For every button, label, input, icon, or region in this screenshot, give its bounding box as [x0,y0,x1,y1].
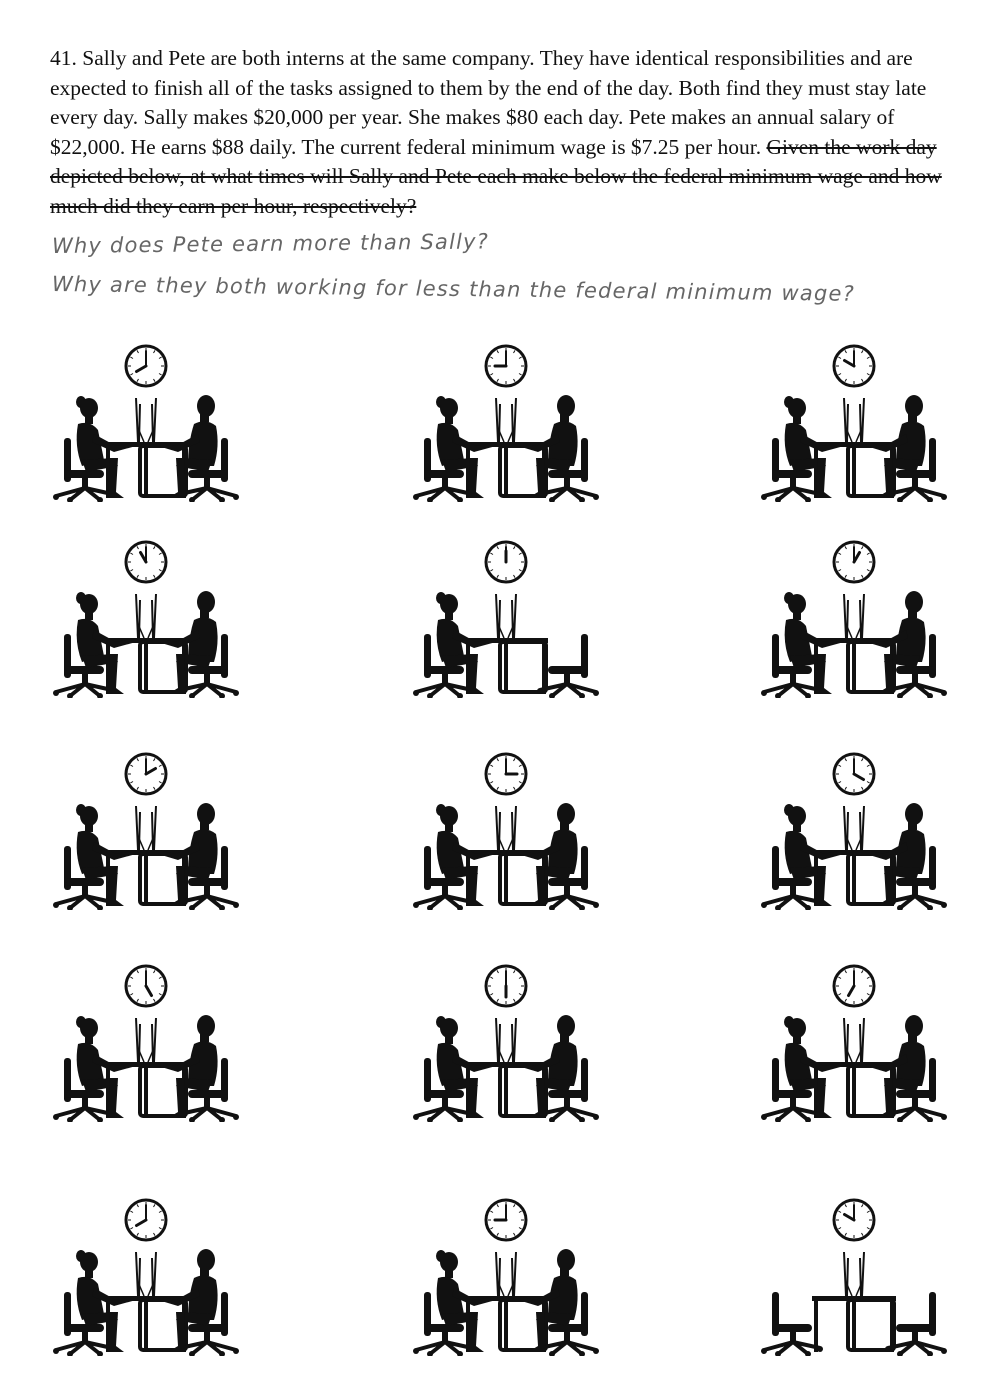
office-scene-9 [756,750,952,910]
office-scene-10 [48,962,244,1122]
wall-clock-icon [126,966,166,1006]
wall-clock-icon [486,542,526,582]
problem-number: 41. [50,46,77,70]
wall-clock-icon [834,1200,874,1240]
office-scene-4 [48,538,244,698]
handwritten-note-2: Why are they both working for less than the federal minimum wage? [51,272,856,306]
wall-clock-icon [834,346,874,386]
wall-clock-icon [126,754,166,794]
office-scene-15 [756,1196,952,1356]
office-scene-6 [756,538,952,698]
problem-body: Sally and Pete are both interns at the same company. They have identical responsibilities and are expected to finish all of the tasks assigned to them by the end of the day. Both find they must stay late every day. Sally makes $20,000 per year. She makes $80 each day. Pete makes an annual salary of $22,000. He earns $88 daily. The current federal minimum wage is $7.25 per hour. [50,46,927,159]
office-scene-13 [48,1196,244,1356]
office-scene-8 [408,750,604,910]
office-scene-5 [408,538,604,698]
wall-clock-icon [834,966,874,1006]
office-scene-1 [48,342,244,502]
office-scene-2 [408,342,604,502]
wall-clock-icon [126,346,166,386]
office-scene-11 [408,962,604,1122]
office-scene-3 [756,342,952,502]
office-scene-7 [48,750,244,910]
wall-clock-icon [486,1200,526,1240]
wall-clock-icon [126,1200,166,1240]
wall-clock-icon [126,542,166,582]
handwritten-note-1: Why does Pete earn more than Sally? [51,229,490,258]
wall-clock-icon [834,542,874,582]
office-scene-12 [756,962,952,1122]
wall-clock-icon [486,966,526,1006]
wall-clock-icon [486,754,526,794]
office-scene-14 [408,1196,604,1356]
struck-question: Given the work day depicted below, at what times will Sally and Pete each make below the federal minimum wage and how much did they earn per hour, respectively? [50,134,942,218]
wall-clock-icon [486,346,526,386]
wall-clock-icon [834,754,874,794]
